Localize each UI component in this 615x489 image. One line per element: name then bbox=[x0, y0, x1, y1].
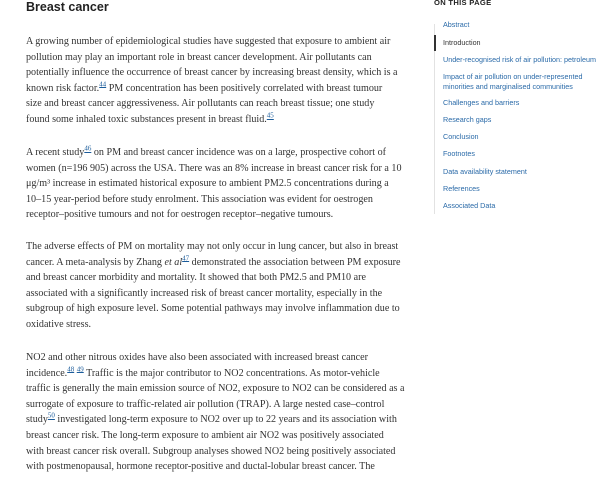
nav-item-label: Impact of air pollution on under-represented bbox=[443, 72, 583, 81]
nav-item-footnotes[interactable]: Footnotes bbox=[443, 149, 475, 158]
text-line bbox=[26, 145, 426, 161]
text-line: with postmenopausal, hormone receptor-positive and ductal-lobular breast cancer. The bbox=[26, 461, 375, 473]
text-line: women (n=196 905) across the USA. There was an 8% increase in breast cancer risk for a 10 bbox=[26, 162, 402, 174]
reference-link-47[interactable]: 47 bbox=[182, 254, 190, 263]
text-segment: study bbox=[26, 414, 48, 426]
text-segment: demonstrated the association between PM exposure bbox=[189, 256, 401, 268]
text-line bbox=[26, 412, 426, 428]
text-segment: Traffic is the major contributor to NO2 concentrations. As motor-vehicle bbox=[83, 367, 380, 379]
reference-link-46[interactable]: 46 bbox=[84, 144, 92, 153]
nav-divider-line bbox=[434, 24, 435, 214]
text-segment: A recent study bbox=[26, 147, 85, 158]
text-line: The adverse effects of PM on mortality may not only occur in lung cancer, but also in breast bbox=[26, 241, 399, 252]
nav-item-label: minorities and marginalised communities bbox=[443, 81, 573, 91]
text-line: pollution may play an important role in breast cancer development. Air pollutants can bbox=[26, 51, 372, 63]
text-line: receptor–positive tumours and not for oestrogen receptor–negative tumours. bbox=[26, 209, 334, 221]
reference-link-44[interactable]: 44 bbox=[99, 80, 107, 89]
text-segment: incidence. bbox=[26, 367, 68, 379]
paragraph-2 bbox=[26, 145, 426, 223]
text-line: associated with a significantly increased risk of breast cancer mortality, especially in the bbox=[26, 287, 383, 299]
nav-item-impact-minorities[interactable] bbox=[443, 72, 582, 91]
paragraph-4 bbox=[26, 350, 426, 475]
nav-item-data-availability[interactable]: Data availability statement bbox=[443, 167, 527, 176]
text-line: potentially influence the occurrence of breast cancer by increasing breast density, which is a bbox=[26, 67, 398, 79]
text-italic: et al bbox=[164, 256, 183, 268]
nav-item-introduction[interactable]: Introduction bbox=[443, 38, 481, 47]
section-heading: Breast cancer bbox=[26, 0, 109, 14]
text-line: μg/m³ increase in estimated historical exposure to ambient PM2.5 concentrations during a bbox=[26, 178, 389, 190]
text-segment: found some inhaled toxic substances present in breast fluid. bbox=[26, 113, 267, 125]
reference-link-50[interactable]: 50 bbox=[47, 412, 55, 421]
reference-link-45[interactable]: 45 bbox=[266, 111, 274, 120]
reference-link-48[interactable]: 48 bbox=[67, 365, 75, 374]
nav-item-under-recognised-risk[interactable]: Under-recognised risk of air pollution: petroleum bbox=[443, 55, 597, 64]
text-line: breast cancer risk. The long-term exposure to ambient air NO2 was positively associated bbox=[26, 429, 384, 441]
text-line bbox=[26, 112, 426, 128]
text-segment: cancer. A meta-analysis by Zhang bbox=[26, 256, 165, 268]
nav-item-references[interactable]: References bbox=[443, 184, 480, 193]
nav-title: ON THIS PAGE bbox=[434, 0, 492, 7]
text-segment: PM concentration has been positively correlated with breast tumour bbox=[106, 82, 383, 94]
text-line: surrogate of exposure to traffic-related air pollution (TRAP). A large nested case–control bbox=[26, 398, 385, 410]
text-line: subgroup of high exposure level. Some potential pathways may involve inflammation due to bbox=[26, 303, 400, 315]
text-line: traffic is generally the main emission source of NO2, exposure to NO2 can be considered as a bbox=[26, 383, 405, 395]
text-line: size and breast cancer aggressiveness. Air pollutants can reach breast tissue; one study bbox=[26, 98, 375, 110]
nav-item-abstract[interactable]: Abstract bbox=[443, 20, 470, 29]
text-line: oxidative stress. bbox=[26, 318, 92, 330]
nav-item-conclusion[interactable]: Conclusion bbox=[443, 132, 479, 141]
text-line bbox=[26, 366, 426, 382]
text-segment: on PM and breast cancer incidence was on a large, prospective cohort of bbox=[91, 147, 386, 158]
active-indicator bbox=[434, 35, 436, 51]
text-line bbox=[26, 255, 426, 271]
nav-item-research-gaps[interactable]: Research gaps bbox=[443, 115, 492, 124]
text-segment: investigated long-term exposure to NO2 over up to 22 years and its association with bbox=[54, 414, 397, 426]
text-segment: known risk factor. bbox=[26, 82, 100, 94]
text-line: A growing number of epidemiological studies have suggested that exposure to ambient air bbox=[26, 36, 391, 47]
nav-item-associated-data[interactable]: Associated Data bbox=[443, 201, 496, 210]
paragraph-3 bbox=[26, 239, 426, 333]
text-line: with breast cancer risk overall. Subgroup analyses showed NO2 being positively associated bbox=[26, 445, 396, 457]
text-line: 10–15 year-period before study enrolment. This association was evident for oestrogen bbox=[26, 193, 373, 205]
nav-item-challenges[interactable]: Challenges and barriers bbox=[443, 98, 520, 107]
text-line: and breast cancer morbidity and mortality. It showed that both PM2.5 and PM10 are bbox=[26, 272, 366, 284]
text-line bbox=[26, 81, 426, 97]
reference-link-49[interactable]: 49 bbox=[76, 365, 84, 374]
text-line: NO2 and other nitrous oxides have also been associated with increased breast cancer bbox=[26, 352, 368, 363]
paragraph-1 bbox=[26, 34, 426, 128]
